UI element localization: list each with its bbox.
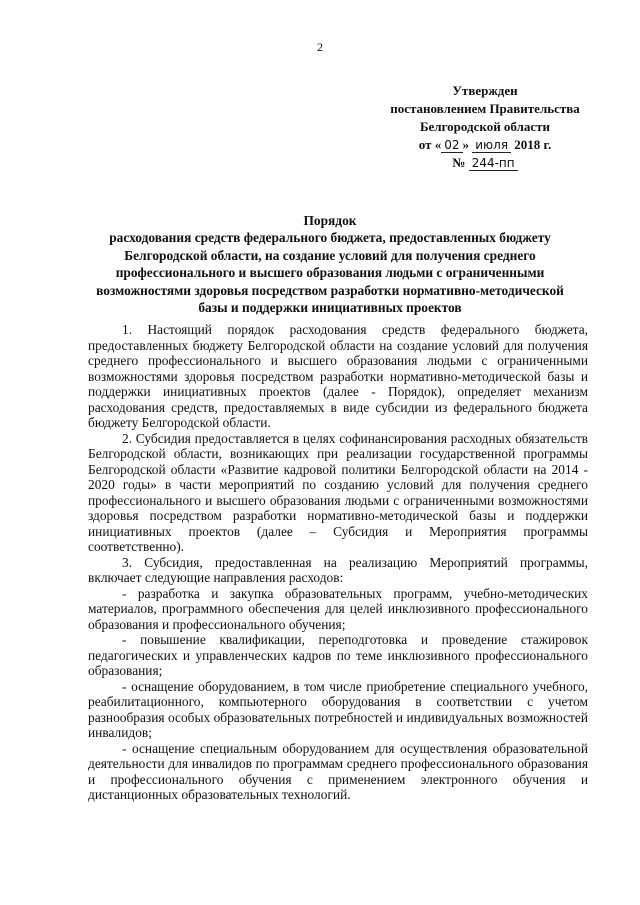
approval-date-prefix: от « [418,137,442,152]
approval-date-day: 02 [441,138,462,153]
approval-date-year: 2018 г. [514,137,552,152]
document-title [80,212,580,316]
list-item: - разработка и закупка образовательных программ, учебно-методических материалов, программного обеспечения для целей инклюзивного профессионального образования и профессионального обучения; [88,585,588,632]
approval-date-mid: » [462,137,469,152]
approval-stamp [370,82,600,172]
paragraph-1: 1. Настоящий порядок расходования средств федерального бюджета, предоставленных бюджету Белгородской области на создание условий для получения среднего профессионального и высшего образования людьми с ограниченными возможностями здоровья посредством разработки нормативно-методической базы и поддержки инициативных проектов (далее - Порядок), определяет механизм расходования средств, предоставляемых в виде субсидии из федерального бюджета бюджету Белгородской области. [88,322,588,430]
list-item: - оснащение специальным оборудованием для осуществления образовательной деятельности для инвалидов по программам среднего профессионального образования и профессионального обучения с применением электронного обучения и дистанционных образовательных технологий. [88,740,588,802]
approval-line-approved: Утвержден [452,83,518,98]
approval-number-prefix: № [452,155,466,170]
paragraph-2: 2. Субсидия предоставляется в целях софинансирования расходных обязательств Белгородской области, возникающих при реализации государственной программы Белгородской области «Развитие кадровой политики Белгородской области на 2014 - 2020 годы» в части мероприятий по созданию условий для получения среднего профессионального и высшего образования людьми с ограниченными возможностями здоровья посредством разработки нормативно-методической базы и поддержки инициативных проектов (далее – Субсидия и Мероприятия программы соответственно). [88,430,588,554]
paragraph-3: 3. Субсидия, предоставленная на реализацию Мероприятий программы, включает следующие направления расходов: [88,554,588,585]
document-body [88,322,588,803]
approval-number [370,154,600,172]
list-item: - повышение квалификации, переподготовка и проведение стажировок педагогических и управленческих кадров по теме инклюзивного профессионального образования; [88,632,588,678]
approval-line-resolution: постановлением Правительства [390,101,580,116]
title-heading: Порядок [303,213,357,228]
title-subtitle: расходования средств федерального бюджета, предоставленных бюджету Белгородской области, на создание условий для получения среднего профессионального и высшего образования людьми с ограниченными возможностями здоровья посредством разработки нормативно-методической базы и поддержки инициативных проектов [96,230,564,316]
list-item: - оснащение оборудованием, в том числе приобретение специального учебного, реабилитационного, компьютерного оборудования в соответствии с учетом разнообразия особых образовательных потребностей и индивидуальных возможностей инвалидов; [88,678,588,740]
approval-date-month: июля [472,138,511,153]
approval-date [370,136,600,154]
approval-number-value: 244-пп [469,156,518,171]
approval-line-region: Белгородской области [419,119,551,134]
page-number: 2 [317,40,323,54]
